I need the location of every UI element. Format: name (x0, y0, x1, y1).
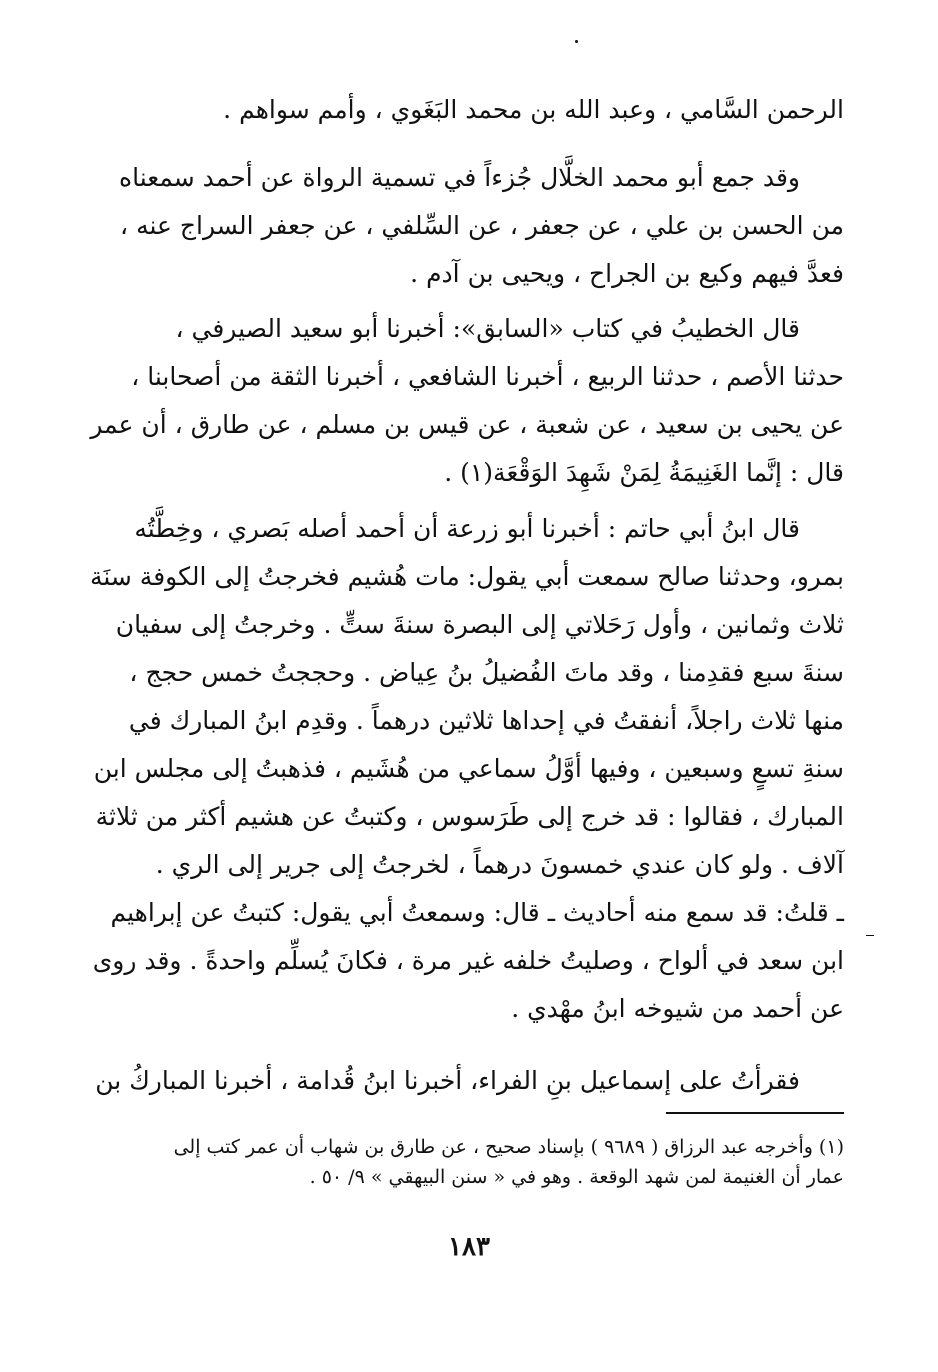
text-line: عن أحمد من شيوخه ابنُ مهْدي . (511, 994, 844, 1023)
text-line: الرحمن السَّامي ، وعبد الله بن محمد البَغَوي ، وأمم سواهم . (223, 95, 844, 124)
text-line: المبارك ، فقالوا : قد خرج إلى طَرَسوس ، وكتبتُ عن هشيم أكثر من ثلاثة (95, 802, 844, 831)
paragraph-1 (170, 86, 844, 134)
text-line: سنةِ تسعٍ وسبعين ، وفيها أوَّلُ سماعي من هُشَيم ، فذهبتُ إلى مجلس ابن (93, 754, 844, 783)
paragraph-2 (119, 154, 844, 298)
ink-dot-mark (575, 40, 578, 43)
text-line: من الحسن بن علي ، عن جعفر ، عن السِّلفي ، عن جعفر السراج عنه ، (120, 211, 844, 240)
margin-dash-mark (866, 935, 874, 936)
footnote-separator (666, 1112, 844, 1114)
text-line: ابن سعد في ألواح ، وصليتُ خلفه غير مرة ، فكانَ يُسلِّم واحدةً . وقد روى (92, 946, 844, 975)
text-line: ثلاث وثمانين ، وأول رَحَلاتي إلى البصرة سنةَ ستٍّ . وخرجتُ إلى سفيان (115, 610, 844, 639)
text-line: قال ابنُ أبي حاتم : أخبرنا أبو زرعة أن أحمد أصله بَصري ، وخِطَّتُه (134, 514, 800, 543)
text-line: بمرو، وحدثنا صالح سمعت أبي يقول: مات هُشيم فخرجتُ إلى الكوفة سنَة (89, 562, 844, 591)
paragraph-4 (89, 505, 844, 1033)
page-number: ١٨٣ (448, 1232, 490, 1262)
paragraph-5 (95, 1057, 844, 1105)
footnote-line: (١) وأخرجه عبد الرزاق ( ٩٦٨٩ ) بإسناد صحيح ، عن طارق بن شهاب أن عمر كتب إلى (173, 1136, 844, 1158)
text-line: حدثنا الأصم ، حدثنا الربيع ، أخبرنا الشافعي ، أخبرنا الثقة من أصحابنا ، (131, 362, 844, 391)
text-line: قال : إنَّما الغَنِيمَةُ لِمَنْ شَهِدَ الوَقْعَة(١) . (444, 458, 844, 487)
text-line: عن يحيى بن سعيد ، عن شعبة ، عن قيس بن مسلم ، عن طارق ، أن عمر (90, 410, 844, 439)
text-line: وقد جمع أبو محمد الخلَّال جُزءاً في تسمية الرواة عن أحمد سمعناه (119, 163, 800, 192)
footnote-line: عمار أن الغنيمة لمن شهد الوقعة . وهو في « سنن البيهقي » ٩/ ٥٠ . (309, 1166, 844, 1188)
text-line: منها ثلاث راجلاً، أنفقتُ في إحداها ثلاثين درهماً . وقدِم ابنُ المبارك في (128, 706, 844, 735)
text-line: قال الخطيبُ في كتاب «السابق»: أخبرنا أبو سعيد الصيرفي ، (175, 314, 800, 343)
footnote (150, 1132, 844, 1192)
text-line: ـ قلتُ: قد سمع منه أحاديث ـ قال: وسمعتُ أبي يقول: كتبتُ عن إبراهيم (110, 898, 844, 927)
text-line: فعدَّ فيهم وكيع بن الجراح ، ويحيى بن آدم . (410, 259, 844, 288)
paragraph-3 (90, 305, 844, 497)
text-line: آلاف . ولو كان عندي خمسونَ درهماً ، لخرجتُ إلى جرير إلى الري . (155, 850, 844, 879)
text-line: فقرأتُ على إسماعيل بنِ الفراء، أخبرنا ابنُ قُدامة ، أخبرنا المباركُ بن (95, 1066, 800, 1095)
text-line: سنةَ سبع فقدِمنا ، وقد ماتَ الفُضيلُ بنُ عِياض . وحججتُ خمس حجج ، (129, 658, 844, 687)
